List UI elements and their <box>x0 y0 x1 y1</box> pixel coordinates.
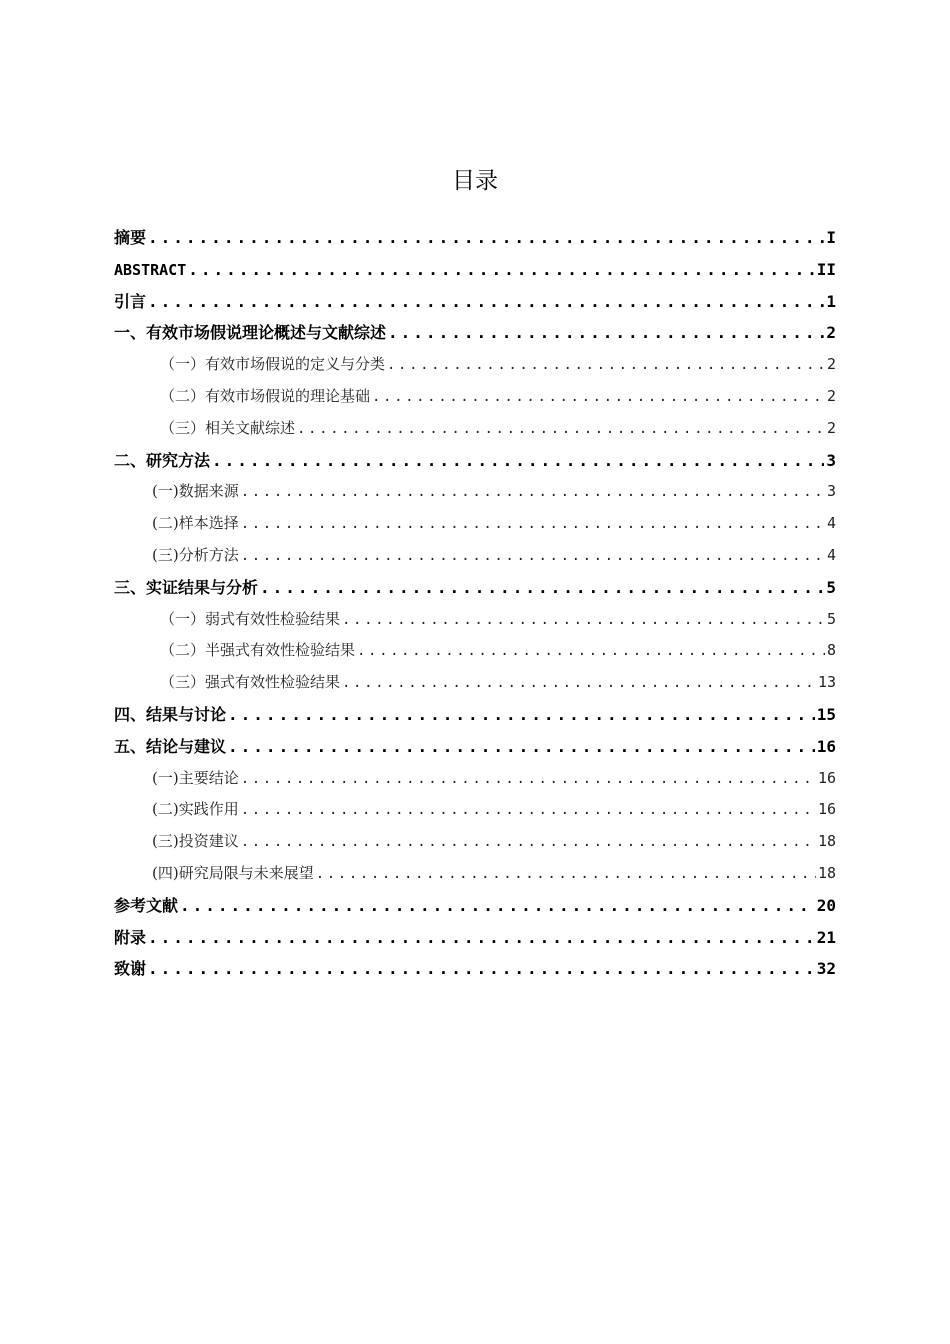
toc-leader-dots <box>148 222 824 254</box>
toc-entry-page: 2 <box>826 386 836 405</box>
toc-entry[interactable] <box>114 317 836 349</box>
toc-leader-dots <box>388 317 824 349</box>
toc-subentry[interactable] <box>114 858 836 890</box>
toc-entry-number: (一) <box>152 482 179 501</box>
toc-entry-page: 2 <box>826 355 836 374</box>
toc-entry-number: （二） <box>160 641 206 660</box>
toc-leader-dots <box>297 414 825 446</box>
toc-entry-label: 实证结果与分析 <box>146 577 259 597</box>
toc-entry-page: 5 <box>826 577 836 597</box>
toc-leader-dots <box>228 731 815 763</box>
toc-entry-page: 3 <box>826 450 836 470</box>
toc-entry-page: 8 <box>826 641 836 660</box>
toc-entry-page: 21 <box>816 927 836 947</box>
toc-entry-label: 实践作用 <box>178 800 239 819</box>
toc-leader-dots <box>241 541 825 573</box>
toc-entry-page: 5 <box>826 609 836 628</box>
toc-entry-number: （二） <box>160 386 206 405</box>
toc-leader-dots <box>241 509 825 541</box>
toc-leader-dots <box>148 922 815 954</box>
toc-leader-dots <box>241 764 816 796</box>
toc-entry-number: （三） <box>160 673 206 692</box>
toc-entry[interactable] <box>114 254 836 286</box>
toc-entry-page: I <box>826 228 836 247</box>
toc-entry-number: (一) <box>152 768 179 787</box>
toc-leader-dots <box>241 827 816 859</box>
toc-entry[interactable] <box>114 922 836 954</box>
toc-leader-dots <box>241 795 816 827</box>
toc-entry-label: 有效市场假说的定义与分类 <box>205 355 386 374</box>
toc-entry-label: 研究方法 <box>146 450 211 470</box>
toc-leader-dots <box>228 699 815 731</box>
toc-entry-page: 13 <box>817 673 836 692</box>
toc-entry-number: 二、 <box>114 450 147 470</box>
toc-entry-page: 32 <box>816 959 836 979</box>
toc-entry-label: 结论与建议 <box>146 736 227 756</box>
toc-subentry[interactable] <box>114 794 836 826</box>
table-of-contents <box>114 222 836 985</box>
toc-entry-label: 相关文献综述 <box>205 418 296 437</box>
toc-entry-number: (二) <box>152 800 179 819</box>
toc-entry-page: 2 <box>826 418 836 437</box>
toc-entry-label: 引言 <box>114 291 147 311</box>
toc-leader-dots <box>357 636 825 668</box>
toc-subentry[interactable] <box>114 349 836 381</box>
toc-leader-dots <box>180 890 815 922</box>
toc-leader-dots <box>212 445 824 477</box>
toc-subentry[interactable] <box>114 763 836 795</box>
toc-subentry[interactable] <box>114 826 836 858</box>
toc-entry-page: 18 <box>817 832 836 851</box>
toc-entry-page: 20 <box>816 895 836 915</box>
toc-entry-label: ABSTRACT <box>114 260 187 279</box>
toc-entry[interactable] <box>114 445 836 477</box>
toc-entry-page: 1 <box>826 291 836 311</box>
toc-entry-label: 致谢 <box>114 959 147 979</box>
toc-entry-label: 半强式有效性检验结果 <box>205 641 356 660</box>
toc-entry-page: 15 <box>816 704 836 724</box>
toc-leader-dots <box>342 668 816 700</box>
toc-entry[interactable] <box>114 699 836 731</box>
toc-entry-number: (二) <box>152 514 179 533</box>
toc-subentry[interactable] <box>114 508 836 540</box>
toc-entry-number: 四、 <box>114 704 147 724</box>
toc-leader-dots <box>148 286 824 318</box>
toc-entry-page: 3 <box>826 482 836 501</box>
toc-entry-number: 一、 <box>114 323 147 343</box>
toc-entry-label: 研究局限与未来展望 <box>178 863 314 882</box>
toc-entry-page: 18 <box>817 863 836 882</box>
toc-entry-label: 样本选择 <box>178 514 239 533</box>
toc-subentry[interactable] <box>114 413 836 445</box>
toc-entry-page: 16 <box>816 736 836 756</box>
toc-leader-dots <box>387 350 825 382</box>
toc-entry-label: 投资建议 <box>178 832 239 851</box>
toc-leader-dots <box>372 382 825 414</box>
toc-entry[interactable] <box>114 286 836 318</box>
toc-title: 目录 <box>452 168 498 194</box>
toc-entry-page: 2 <box>826 323 836 343</box>
toc-subentry[interactable] <box>114 635 836 667</box>
toc-leader-dots <box>241 477 825 509</box>
toc-entry-page: II <box>816 259 836 279</box>
toc-entry[interactable] <box>114 731 836 763</box>
toc-entry[interactable] <box>114 572 836 604</box>
toc-entry-label: 强式有效性检验结果 <box>205 673 341 692</box>
toc-subentry[interactable] <box>114 540 836 572</box>
toc-entry-number: （一） <box>160 355 206 374</box>
toc-leader-dots <box>148 953 815 985</box>
toc-entry-page: 4 <box>826 545 836 564</box>
toc-entry-page: 16 <box>817 768 836 787</box>
toc-entry-number: 三、 <box>114 577 147 597</box>
toc-entry-page: 16 <box>817 800 836 819</box>
toc-leader-dots <box>316 859 816 891</box>
toc-entry-number: （一） <box>160 609 206 628</box>
toc-subentry[interactable] <box>114 667 836 699</box>
toc-entry-label: 分析方法 <box>178 545 239 564</box>
toc-entry-label: 弱式有效性检验结果 <box>205 609 341 628</box>
toc-entry-label: 有效市场假说理论概述与文献综述 <box>146 323 387 343</box>
toc-entry-number: (三) <box>152 832 179 851</box>
toc-leader-dots <box>342 605 825 637</box>
toc-leader-dots <box>188 254 814 286</box>
toc-entry-label: 数据来源 <box>178 482 239 501</box>
toc-entry-label: 参考文献 <box>114 895 179 915</box>
toc-entry-label: 附录 <box>114 927 147 947</box>
toc-entry[interactable] <box>114 890 836 922</box>
toc-entry-label: 有效市场假说的理论基础 <box>205 386 371 405</box>
toc-entry-page: 4 <box>826 514 836 533</box>
toc-entry-number: (四) <box>152 863 179 882</box>
toc-subentry[interactable] <box>114 476 836 508</box>
toc-entry-number: （三） <box>160 418 206 437</box>
toc-entry-number: 五、 <box>114 736 147 756</box>
toc-entry-label: 摘要 <box>114 228 147 247</box>
toc-subentry[interactable] <box>114 381 836 413</box>
toc-subentry[interactable] <box>114 604 836 636</box>
toc-entry[interactable] <box>114 953 836 985</box>
toc-entry-label: 主要结论 <box>178 768 239 787</box>
toc-entry[interactable] <box>114 222 836 254</box>
toc-entry-number: (三) <box>152 545 179 564</box>
toc-entry-label: 结果与讨论 <box>146 704 227 724</box>
toc-leader-dots <box>260 572 824 604</box>
